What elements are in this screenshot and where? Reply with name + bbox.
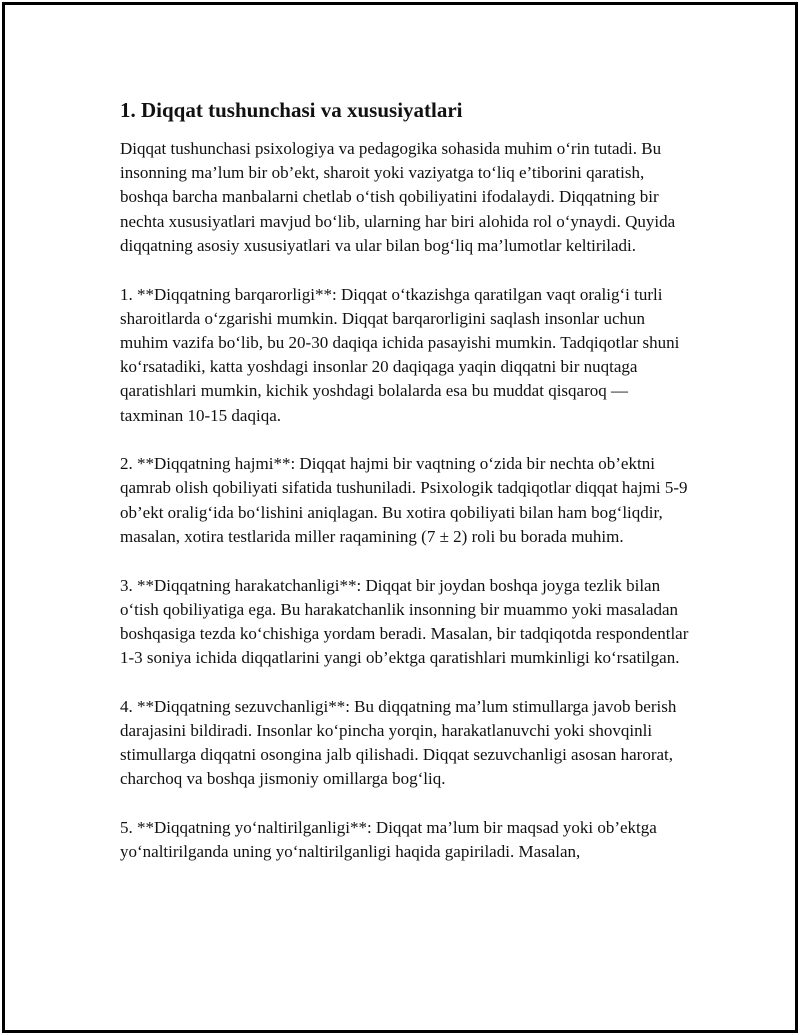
section-heading: 1. Diqqat tushunchasi va xususiyatlari <box>120 98 463 122</box>
paragraph-mobility: 3. **Diqqatning harakatchanligi**: Diqqat bir joydan boshqa joyga tezlik bilan o‘tish qobiliyatiga ega. Bu harakatchanlik insonning bir muammo yoki masaladan boshqasiga tezda ko‘chishiga yordam beradi. Masalan, bir tadqiqotda respondentlar 1-3 soniya ichida diqqatlarini yangi ob’ektga qaratishlari mumkinligi ko‘rsatilgan. <box>120 575 689 668</box>
paragraph-direction: 5. **Diqqatning yo‘naltirilganligi**: Diqqat ma’lum bir maqsad yoki ob’ektga yo‘naltirilganda uning yo‘naltirilganligi haqida gapiriladi. Masalan, <box>120 818 657 862</box>
page-frame <box>2 2 798 1033</box>
intro-paragraph: Diqqat tushunchasi psixologiya va pedagogika sohasida muhim o‘rin tutadi. Bu insonning ma’lum bir ob’ekt, sharoit yoki vaziyatga to‘liq e’tiborini qaratish, boshqa barcha manbalarni chetlab o‘tish qobiliyatini ifodalaydi. Diqqatning bir nechta xususiyatlari mavjud bo‘lib, ularning har biri alohida rol o‘ynaydi. Quyida diqqatning asosiy xususiyatlari va ular bilan bog‘liq ma’lumotlar keltiriladi. <box>120 139 676 255</box>
paragraph-stability: 1. **Diqqatning barqarorligi**: Diqqat o‘tkazishga qaratilgan vaqt oralig‘i turli sharoitlarda o‘zgarishi mumkin. Diqqat barqarorligini saqlash insonlar uchun muhim vazifa bo‘lib, bu 20-30 daqiqa ichida pasayishi mumkin. Tadqiqotlar shuni ko‘rsatadiki, katta yoshdagi insonlar 20 daqiqaga yaqin diqqatni bir nuqtaga qaratishlari mumkin, kichik yoshdagi bolalarda esa bu muddat qisqaroq — taxminan 10-15 daqiqa. <box>120 284 680 425</box>
document-body <box>120 97 695 889</box>
paragraph-sensitivity: 4. **Diqqatning sezuvchanligi**: Bu diqqatning ma’lum stimullarga javob berish darajasini bildiradi. Insonlar ko‘pincha yorqin, harakatlanuvchi yoki shovqinli stimullarga diqqatni osongina jalb qilishadi. Diqqat sezuvchanligi asosan harorat, charchoq va boshqa jismoniy omillarga bog‘liq. <box>120 696 677 789</box>
paragraph-volume: 2. **Diqqatning hajmi**: Diqqat hajmi bir vaqtning o‘zida bir nechta ob’ektni qamrab olish qobiliyati sifatida tushuniladi. Psixologik tadqiqotlar diqqat hajmi 5-9 ob’ekt oralig‘ida bo‘lishini aniqlagan. Bu xotira qobiliyati bilan ham bog‘liqdir, masalan, xotira testlarida miller raqamining (7 ± 2) roli bu borada muhim. <box>120 454 688 546</box>
